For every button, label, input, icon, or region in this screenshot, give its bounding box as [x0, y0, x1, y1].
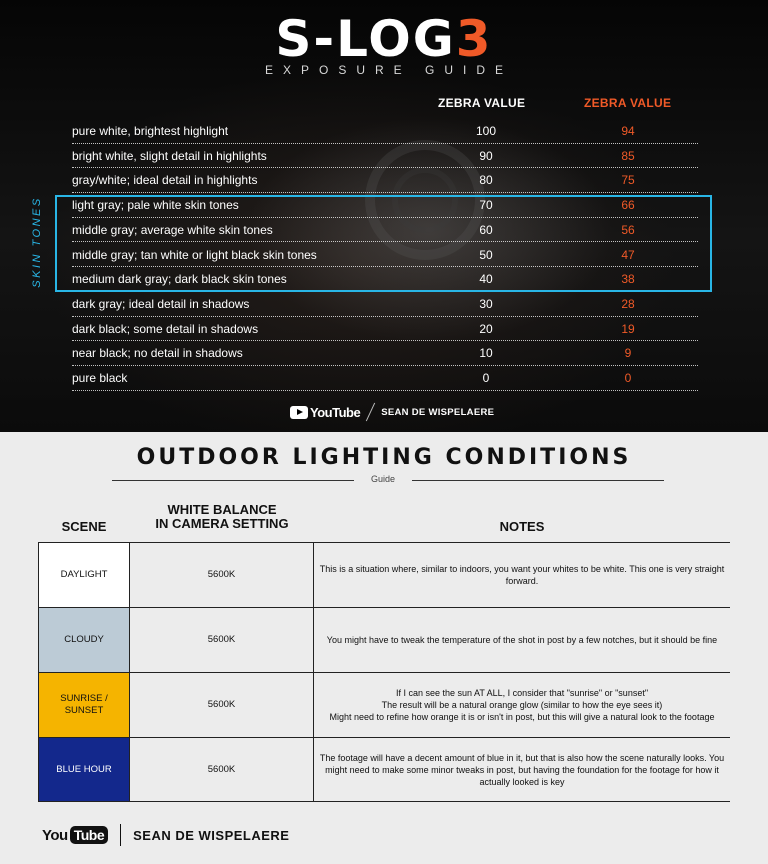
lighting-row — [38, 738, 730, 802]
youtube-logo-tube: Tube — [70, 826, 108, 844]
zebra-row-label: medium dark gray; dark black skin tones — [72, 272, 287, 287]
zebra-row — [72, 292, 698, 317]
youtube-wordmark: YouTube — [310, 404, 361, 420]
zebra-row-label: middle gray; tan white or light black skin tones — [72, 247, 317, 262]
notes-cell: The footage will have a decent amount of blue in it, but that is also how the scene naturally looks. You might need to make some minor tweaks in post, but having the foundation for the footage for how it actually looked is key — [319, 752, 725, 787]
zebra-value-white: 90 — [479, 148, 493, 163]
zebra-row-label: gray/white; ideal detail in highlights — [72, 173, 258, 188]
zebra-value-header-white: ZEBRA VALUE — [438, 96, 526, 110]
zebra-row — [72, 366, 698, 391]
zebra-value-white: 0 — [482, 371, 490, 385]
lighting-row — [38, 673, 730, 738]
white-balance-column-header: WHITE BALANCE IN CAMERA SETTING — [155, 502, 289, 531]
bottom-creator-name: SEAN DE WISPELAERE — [133, 827, 290, 843]
zebra-row-label: bright white, slight detail in highlights — [72, 148, 267, 163]
lighting-row — [38, 608, 730, 673]
scene-cell: SUNRISE / SUNSET — [38, 673, 130, 737]
zebra-row — [72, 168, 698, 193]
scene-column-header: SCENE — [61, 519, 107, 534]
lighting-conditions-table — [38, 542, 730, 802]
zebra-row — [72, 341, 698, 366]
zebra-row — [72, 317, 698, 342]
credit-divider — [366, 403, 375, 422]
zebra-row-label: light gray; pale white skin tones — [72, 198, 239, 213]
scene-cell: BLUE HOUR — [38, 738, 130, 801]
zebra-value-white: 80 — [479, 173, 493, 188]
white-balance-cell: 5600K — [130, 673, 314, 737]
zebra-value-white: 20 — [479, 321, 493, 336]
zebra-value-orange: 28 — [621, 296, 635, 311]
guide-caption: Guide — [370, 474, 396, 484]
zebra-row-label: dark gray; ideal detail in shadows — [72, 296, 250, 311]
zebra-value-header-orange: ZEBRA VALUE — [584, 96, 672, 110]
zebra-value-white: 50 — [479, 247, 493, 262]
zebra-row-label: middle gray; average white skin tones — [72, 222, 273, 237]
zebra-value-orange: 19 — [621, 321, 635, 336]
zebra-row-label: pure white, brightest highlight — [72, 124, 229, 138]
youtube-logo-you: You — [42, 826, 68, 844]
zebra-value-white: 30 — [479, 296, 493, 311]
notes-column-header: NOTES — [499, 519, 545, 534]
zebra-value-white: 70 — [479, 198, 493, 213]
zebra-value-white: 60 — [479, 222, 493, 237]
outdoor-lighting-title: OUTDOOR LIGHTING CONDITIONS — [136, 445, 632, 470]
skin-tones-highlight-box — [55, 195, 712, 292]
zebra-value-white: 10 — [479, 346, 493, 361]
zebra-row-label: near black; no detail in shadows — [72, 346, 243, 361]
zebra-value-orange: 9 — [624, 346, 632, 361]
notes-cell: You might have to tweak the temperature of the shot in post by a few notches, but it should be fine — [326, 635, 718, 645]
zebra-value-orange: 85 — [621, 148, 635, 163]
zebra-row-label: dark black; some detail in shadows — [72, 321, 259, 336]
zebra-value-orange: 94 — [621, 124, 635, 138]
zebra-value-orange: 47 — [621, 247, 635, 262]
top-credit — [290, 402, 494, 422]
bottom-credit-divider — [120, 824, 121, 846]
bottom-credit — [42, 822, 289, 848]
skin-tones-label: SKIN TONES — [31, 196, 43, 288]
zebra-row — [72, 119, 698, 144]
scene-cell: DAYLIGHT — [38, 543, 130, 607]
guide-rule-left — [112, 480, 354, 481]
zebra-value-orange: 66 — [621, 198, 635, 213]
white-balance-cell: 5600K — [130, 738, 314, 801]
zebra-value-orange: 56 — [621, 222, 635, 237]
notes-cell: If I can see the sun AT ALL, I consider that "sunrise" or "sunset" The result will be a natural orange glow (similar to how the eye sees it) Might need to refine how orange it is or isn't in post, but this will give a natural look to the footage — [329, 688, 715, 722]
zebra-value-orange: 75 — [621, 173, 635, 188]
exposure-guide-subtitle: EXPOSURE GUIDE — [264, 63, 514, 77]
lighting-row — [38, 543, 730, 608]
notes-cell: This is a situation where, similar to indoors, you want your whites to be white. This one is very straight forward. — [319, 564, 725, 586]
zebra-row-label: pure black — [72, 371, 128, 385]
slog3-logo: S-LOG3 — [275, 10, 493, 68]
zebra-value-white: 40 — [479, 272, 493, 287]
zebra-value-orange: 0 — [624, 371, 632, 385]
youtube-play-icon — [290, 406, 308, 419]
zebra-value-white: 100 — [475, 124, 497, 138]
creator-name: SEAN DE WISPELAERE — [381, 406, 495, 418]
guide-rule-right — [412, 480, 664, 481]
zebra-row — [72, 144, 698, 169]
white-balance-cell: 5600K — [130, 543, 314, 607]
white-balance-cell: 5600K — [130, 608, 314, 672]
scene-cell: CLOUDY — [38, 608, 130, 672]
zebra-value-orange: 38 — [621, 272, 635, 287]
